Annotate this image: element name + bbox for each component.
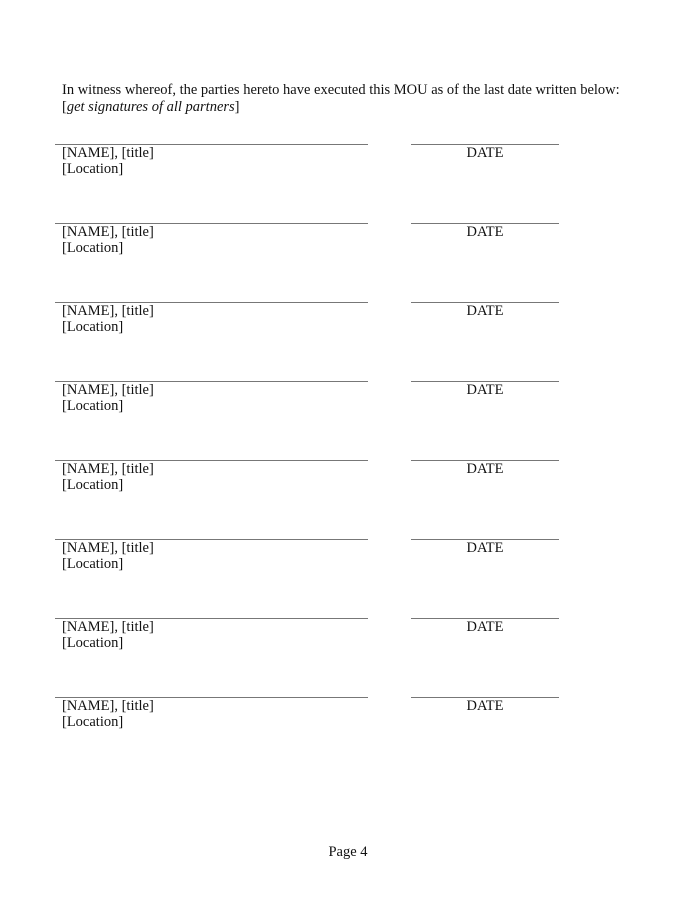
signature-block-7	[0, 618, 696, 697]
date-label: DATE	[466, 382, 504, 398]
signature-block-2	[0, 223, 696, 302]
signature-block-4	[0, 381, 696, 460]
signatory-name: [NAME], [title]	[62, 224, 154, 240]
signatory-name: [NAME], [title]	[62, 382, 154, 398]
signatory-name: [NAME], [title]	[62, 619, 154, 635]
signatory-location: [Location]	[62, 161, 124, 177]
signatory-name: [NAME], [title]	[62, 698, 154, 714]
signatory-location: [Location]	[62, 714, 124, 730]
signatory-location: [Location]	[62, 398, 124, 414]
signature-block-3	[0, 302, 696, 381]
date-label: DATE	[466, 145, 504, 161]
signature-instruction: [get signatures of all partners]	[62, 99, 240, 115]
signatory-name: [NAME], [title]	[62, 461, 154, 477]
signature-block-5	[0, 460, 696, 539]
date-label: DATE	[466, 619, 504, 635]
date-label: DATE	[466, 540, 504, 556]
signature-block-6	[0, 539, 696, 618]
signatory-location: [Location]	[62, 556, 124, 572]
signatory-name: [NAME], [title]	[62, 145, 154, 161]
witness-statement	[62, 82, 620, 116]
witness-text: In witness whereof, the parties hereto have executed this MOU as of the last date written below:	[62, 82, 620, 98]
signatory-location: [Location]	[62, 319, 124, 335]
signatory-name: [NAME], [title]	[62, 540, 154, 556]
page-number: Page 4	[328, 844, 368, 860]
signature-block-8	[0, 697, 696, 776]
signatory-location: [Location]	[62, 240, 124, 256]
signatory-name: [NAME], [title]	[62, 303, 154, 319]
date-label: DATE	[466, 224, 504, 240]
signatory-location: [Location]	[62, 635, 124, 651]
signatory-location: [Location]	[62, 477, 124, 493]
date-label: DATE	[466, 303, 504, 319]
date-label: DATE	[466, 698, 504, 714]
date-label: DATE	[466, 461, 504, 477]
signature-block-1	[0, 144, 696, 223]
